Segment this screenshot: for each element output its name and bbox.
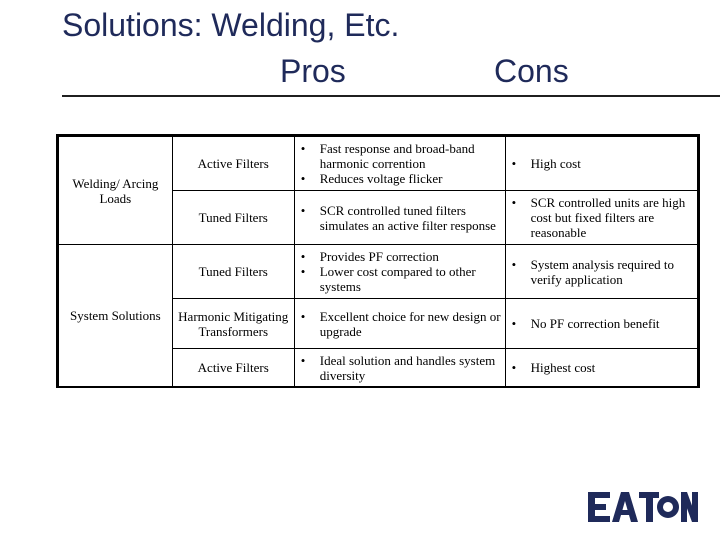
pros-cell [294,137,505,191]
eaton-logo [588,490,698,524]
list-item: • Reduces voltage flicker [300,171,443,186]
solution-cell: Harmonic Mitigating Transformers [172,299,294,349]
cons-cell [505,299,697,349]
cons-cell [505,137,697,191]
list-item: • Lower cost compared to other systems [300,264,476,294]
list-item: • SCR controlled units are high cost but fixed filters are reasonable [511,195,686,240]
table-row [59,137,698,191]
pros-cell [294,349,505,387]
pros-cell [294,299,505,349]
list-item: • Excellent choice for new design or upgrade [300,308,501,339]
list-item: • System analysis required to verify application [511,256,674,287]
solutions-table [56,134,700,388]
pros-cell [294,191,505,245]
solution-cell: Active Filters [172,137,294,191]
table-row [59,245,698,299]
group-label-system: System Solutions [59,245,173,387]
cons-cell [505,349,697,387]
group-label-welding: Welding/ Arcing Loads [59,137,173,245]
solution-cell: Tuned Filters [172,191,294,245]
cons-cell [505,191,697,245]
slide-title: Solutions: Welding, Etc. [62,7,400,43]
list-item: • No PF correction benefit [511,316,660,331]
solution-cell: Active Filters [172,349,294,387]
list-item: • Provides PF correction [300,249,439,264]
pros-cell [294,245,505,299]
cons-cell [505,245,697,299]
list-item: • High cost [511,156,581,171]
solution-cell: Tuned Filters [172,245,294,299]
list-item: • Fast response and broad-band harmonic corrention [300,141,475,171]
list-item: • Ideal solution and handles system diversity [300,352,496,383]
cons-heading: Cons [494,53,569,89]
pros-heading: Pros [280,53,346,89]
list-item: • Highest cost [511,360,596,375]
list-item: • SCR controlled tuned filters simulates an active filter response [300,202,496,233]
title-divider [62,95,720,97]
